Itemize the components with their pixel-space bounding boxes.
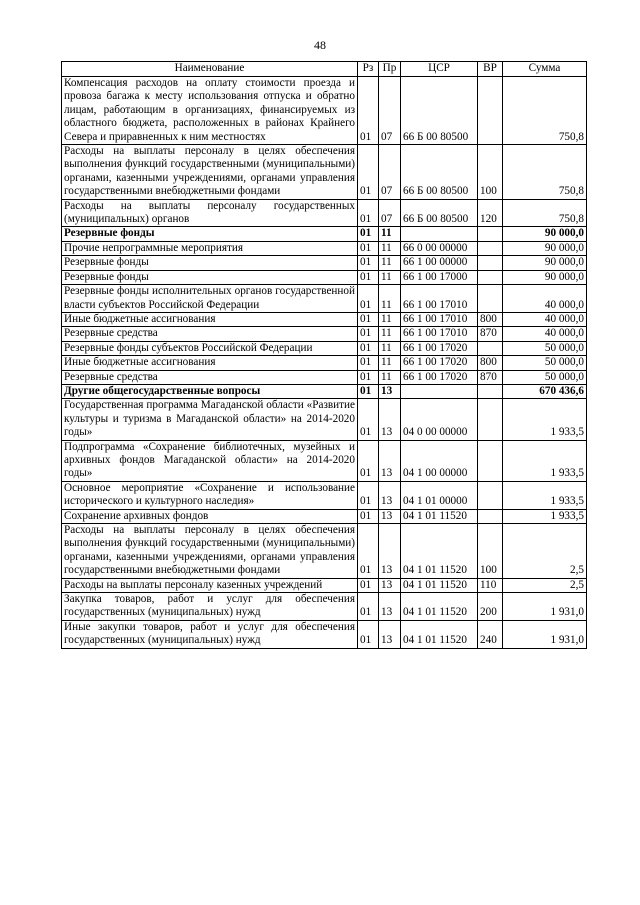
table-row <box>62 270 587 284</box>
cell-name: Резервные фонды <box>62 256 358 270</box>
cell-vr: 120 <box>478 199 503 227</box>
table-row <box>62 227 587 241</box>
cell-pr: 13 <box>379 384 401 398</box>
cell-pr: 11 <box>379 241 401 255</box>
cell-rz: 01 <box>358 620 379 648</box>
table-row <box>62 399 587 440</box>
cell-vr <box>478 241 503 255</box>
cell-csr: 04 1 01 11520 <box>401 620 478 648</box>
table-row <box>62 241 587 255</box>
cell-rz: 01 <box>358 370 379 384</box>
cell-csr: 66 Б 00 80500 <box>401 77 478 145</box>
cell-sum: 750,8 <box>503 77 587 145</box>
cell-csr: 66 0 00 00000 <box>401 241 478 255</box>
cell-sum: 1 931,0 <box>503 593 587 621</box>
cell-pr: 11 <box>379 356 401 370</box>
cell-rz: 01 <box>358 440 379 481</box>
table-row <box>62 593 587 621</box>
cell-rz: 01 <box>358 256 379 270</box>
cell-rz: 01 <box>358 270 379 284</box>
cell-csr: 66 1 00 17020 <box>401 341 478 355</box>
cell-csr: 66 1 00 17010 <box>401 312 478 326</box>
cell-sum: 50 000,0 <box>503 356 587 370</box>
cell-csr: 04 1 01 11520 <box>401 524 478 579</box>
cell-vr <box>478 270 503 284</box>
cell-name: Иные бюджетные ассигнования <box>62 356 358 370</box>
cell-vr <box>478 227 503 241</box>
cell-name: Резервные средства <box>62 327 358 341</box>
table-row <box>62 440 587 481</box>
cell-rz: 01 <box>358 341 379 355</box>
cell-vr <box>478 384 503 398</box>
cell-name: Резервные фонды <box>62 270 358 284</box>
cell-pr: 11 <box>379 256 401 270</box>
cell-rz: 01 <box>358 578 379 592</box>
cell-name: Расходы на выплаты персоналу казенных учреждений <box>62 578 358 592</box>
cell-vr <box>478 256 503 270</box>
cell-csr: 66 Б 00 80500 <box>401 199 478 227</box>
cell-vr: 800 <box>478 356 503 370</box>
page-number: 48 <box>314 38 326 52</box>
table-row <box>62 524 587 579</box>
table-row <box>62 509 587 523</box>
cell-pr: 07 <box>379 199 401 227</box>
cell-sum: 40 000,0 <box>503 312 587 326</box>
cell-csr: 66 1 00 17010 <box>401 327 478 341</box>
cell-rz: 01 <box>358 384 379 398</box>
cell-sum: 670 436,6 <box>503 384 587 398</box>
cell-csr: 04 0 00 00000 <box>401 399 478 440</box>
cell-rz: 01 <box>358 481 379 509</box>
cell-csr: 66 1 00 17020 <box>401 356 478 370</box>
cell-name: Государственная программа Магаданской области «Развитие культуры и туризма в Магаданской области» на 2014-2020 годы» <box>62 399 358 440</box>
cell-sum: 50 000,0 <box>503 370 587 384</box>
cell-sum: 90 000,0 <box>503 270 587 284</box>
cell-vr: 800 <box>478 312 503 326</box>
cell-csr: 04 1 01 11520 <box>401 578 478 592</box>
column-header-sum: Сумма <box>503 62 587 77</box>
cell-csr: 04 1 01 00000 <box>401 481 478 509</box>
cell-pr: 11 <box>379 285 401 313</box>
cell-csr: 04 1 00 00000 <box>401 440 478 481</box>
cell-pr: 13 <box>379 509 401 523</box>
cell-name: Иные бюджетные ассигнования <box>62 312 358 326</box>
table-row <box>62 481 587 509</box>
cell-csr <box>401 384 478 398</box>
column-header-pr: Пр <box>379 62 401 77</box>
cell-pr: 13 <box>379 399 401 440</box>
table-row <box>62 370 587 384</box>
cell-csr: 66 1 00 17000 <box>401 270 478 284</box>
cell-vr: 870 <box>478 370 503 384</box>
cell-name: Другие общегосударственные вопросы <box>62 384 358 398</box>
table-row <box>62 327 587 341</box>
cell-rz: 01 <box>358 524 379 579</box>
cell-pr: 11 <box>379 327 401 341</box>
table-row <box>62 312 587 326</box>
cell-rz: 01 <box>358 399 379 440</box>
cell-csr: 66 1 00 17010 <box>401 285 478 313</box>
cell-sum: 90 000,0 <box>503 227 587 241</box>
cell-name: Подпрограмма «Сохранение библиотечных, музейных и архивных фондов Магаданской области» на 2014-2020 годы» <box>62 440 358 481</box>
cell-rz: 01 <box>358 145 379 200</box>
budget-table <box>61 61 587 649</box>
cell-rz: 01 <box>358 356 379 370</box>
cell-csr: 66 1 00 00000 <box>401 256 478 270</box>
cell-vr: 110 <box>478 578 503 592</box>
cell-csr <box>401 227 478 241</box>
table-row <box>62 341 587 355</box>
cell-sum: 1 931,0 <box>503 620 587 648</box>
cell-vr <box>478 399 503 440</box>
cell-pr: 13 <box>379 481 401 509</box>
cell-vr <box>478 481 503 509</box>
column-header-csr: ЦСР <box>401 62 478 77</box>
table-row <box>62 620 587 648</box>
cell-sum: 50 000,0 <box>503 341 587 355</box>
table-row <box>62 145 587 200</box>
cell-vr <box>478 341 503 355</box>
cell-rz: 01 <box>358 327 379 341</box>
cell-sum: 40 000,0 <box>503 285 587 313</box>
cell-vr <box>478 509 503 523</box>
cell-pr: 11 <box>379 227 401 241</box>
cell-sum: 1 933,5 <box>503 481 587 509</box>
cell-pr: 07 <box>379 145 401 200</box>
cell-pr: 11 <box>379 341 401 355</box>
cell-vr: 200 <box>478 593 503 621</box>
cell-csr: 66 1 00 17020 <box>401 370 478 384</box>
cell-vr: 100 <box>478 524 503 579</box>
cell-rz: 01 <box>358 593 379 621</box>
cell-sum: 1 933,5 <box>503 509 587 523</box>
column-header-rz: Рз <box>358 62 379 77</box>
cell-name: Расходы на выплаты персоналу в целях обеспечения выполнения функций государственными (муниципальными) органами, казенными учреждениями, органами управления государственными внебюджетными фондами <box>62 145 358 200</box>
cell-name: Закупка товаров, работ и услуг для обеспечения государственных (муниципальных) нужд <box>62 593 358 621</box>
table-header-row <box>62 62 587 77</box>
cell-rz: 01 <box>358 199 379 227</box>
cell-pr: 11 <box>379 370 401 384</box>
cell-pr: 11 <box>379 312 401 326</box>
cell-rz: 01 <box>358 241 379 255</box>
table-row <box>62 356 587 370</box>
cell-vr <box>478 285 503 313</box>
cell-name: Резервные фонды <box>62 227 358 241</box>
column-header-name: Наименование <box>62 62 358 77</box>
column-header-vr: ВР <box>478 62 503 77</box>
cell-csr: 66 Б 00 80500 <box>401 145 478 200</box>
cell-name: Иные закупки товаров, работ и услуг для обеспечения государственных (муниципальных) нужд <box>62 620 358 648</box>
cell-vr <box>478 77 503 145</box>
cell-sum: 90 000,0 <box>503 256 587 270</box>
cell-csr: 04 1 01 11520 <box>401 593 478 621</box>
cell-name: Резервные фонды субъектов Российской Федерации <box>62 341 358 355</box>
cell-sum: 1 933,5 <box>503 440 587 481</box>
cell-name: Компенсация расходов на оплату стоимости проезда и провоза багажа к месту использования отпуска и обратно лицам, работающим в организациях, финансируемых из областного бюджета, расположенных в районах Крайнего Севера и приравненных к ним местностях <box>62 77 358 145</box>
cell-rz: 01 <box>358 312 379 326</box>
cell-pr: 11 <box>379 270 401 284</box>
cell-vr <box>478 440 503 481</box>
cell-pr: 13 <box>379 593 401 621</box>
cell-sum: 2,5 <box>503 524 587 579</box>
table-row <box>62 77 587 145</box>
cell-csr: 04 1 01 11520 <box>401 509 478 523</box>
cell-rz: 01 <box>358 77 379 145</box>
cell-pr: 13 <box>379 524 401 579</box>
cell-vr: 100 <box>478 145 503 200</box>
cell-name: Расходы на выплаты персоналу государственных (муниципальных) органов <box>62 199 358 227</box>
table-row <box>62 578 587 592</box>
table-row <box>62 256 587 270</box>
cell-pr: 13 <box>379 620 401 648</box>
cell-sum: 750,8 <box>503 199 587 227</box>
cell-vr: 240 <box>478 620 503 648</box>
cell-name: Сохранение архивных фондов <box>62 509 358 523</box>
cell-pr: 13 <box>379 440 401 481</box>
cell-sum: 90 000,0 <box>503 241 587 255</box>
cell-name: Резервные средства <box>62 370 358 384</box>
cell-pr: 07 <box>379 77 401 145</box>
cell-name: Резервные фонды исполнительных органов государственной власти субъектов Российской Федерации <box>62 285 358 313</box>
table-row <box>62 199 587 227</box>
cell-sum: 750,8 <box>503 145 587 200</box>
cell-name: Прочие непрограммные мероприятия <box>62 241 358 255</box>
cell-rz: 01 <box>358 509 379 523</box>
cell-pr: 13 <box>379 578 401 592</box>
cell-sum: 2,5 <box>503 578 587 592</box>
table-row <box>62 384 587 398</box>
table-row <box>62 285 587 313</box>
cell-rz: 01 <box>358 227 379 241</box>
cell-sum: 40 000,0 <box>503 327 587 341</box>
cell-rz: 01 <box>358 285 379 313</box>
cell-vr: 870 <box>478 327 503 341</box>
cell-sum: 1 933,5 <box>503 399 587 440</box>
cell-name: Основное мероприятие «Сохранение и использование исторического и культурного наследия» <box>62 481 358 509</box>
cell-name: Расходы на выплаты персоналу в целях обеспечения выполнения функций государственными (муниципальными) органами, казенными учреждениями, органами управления государственными внебюджетными фондами <box>62 524 358 579</box>
